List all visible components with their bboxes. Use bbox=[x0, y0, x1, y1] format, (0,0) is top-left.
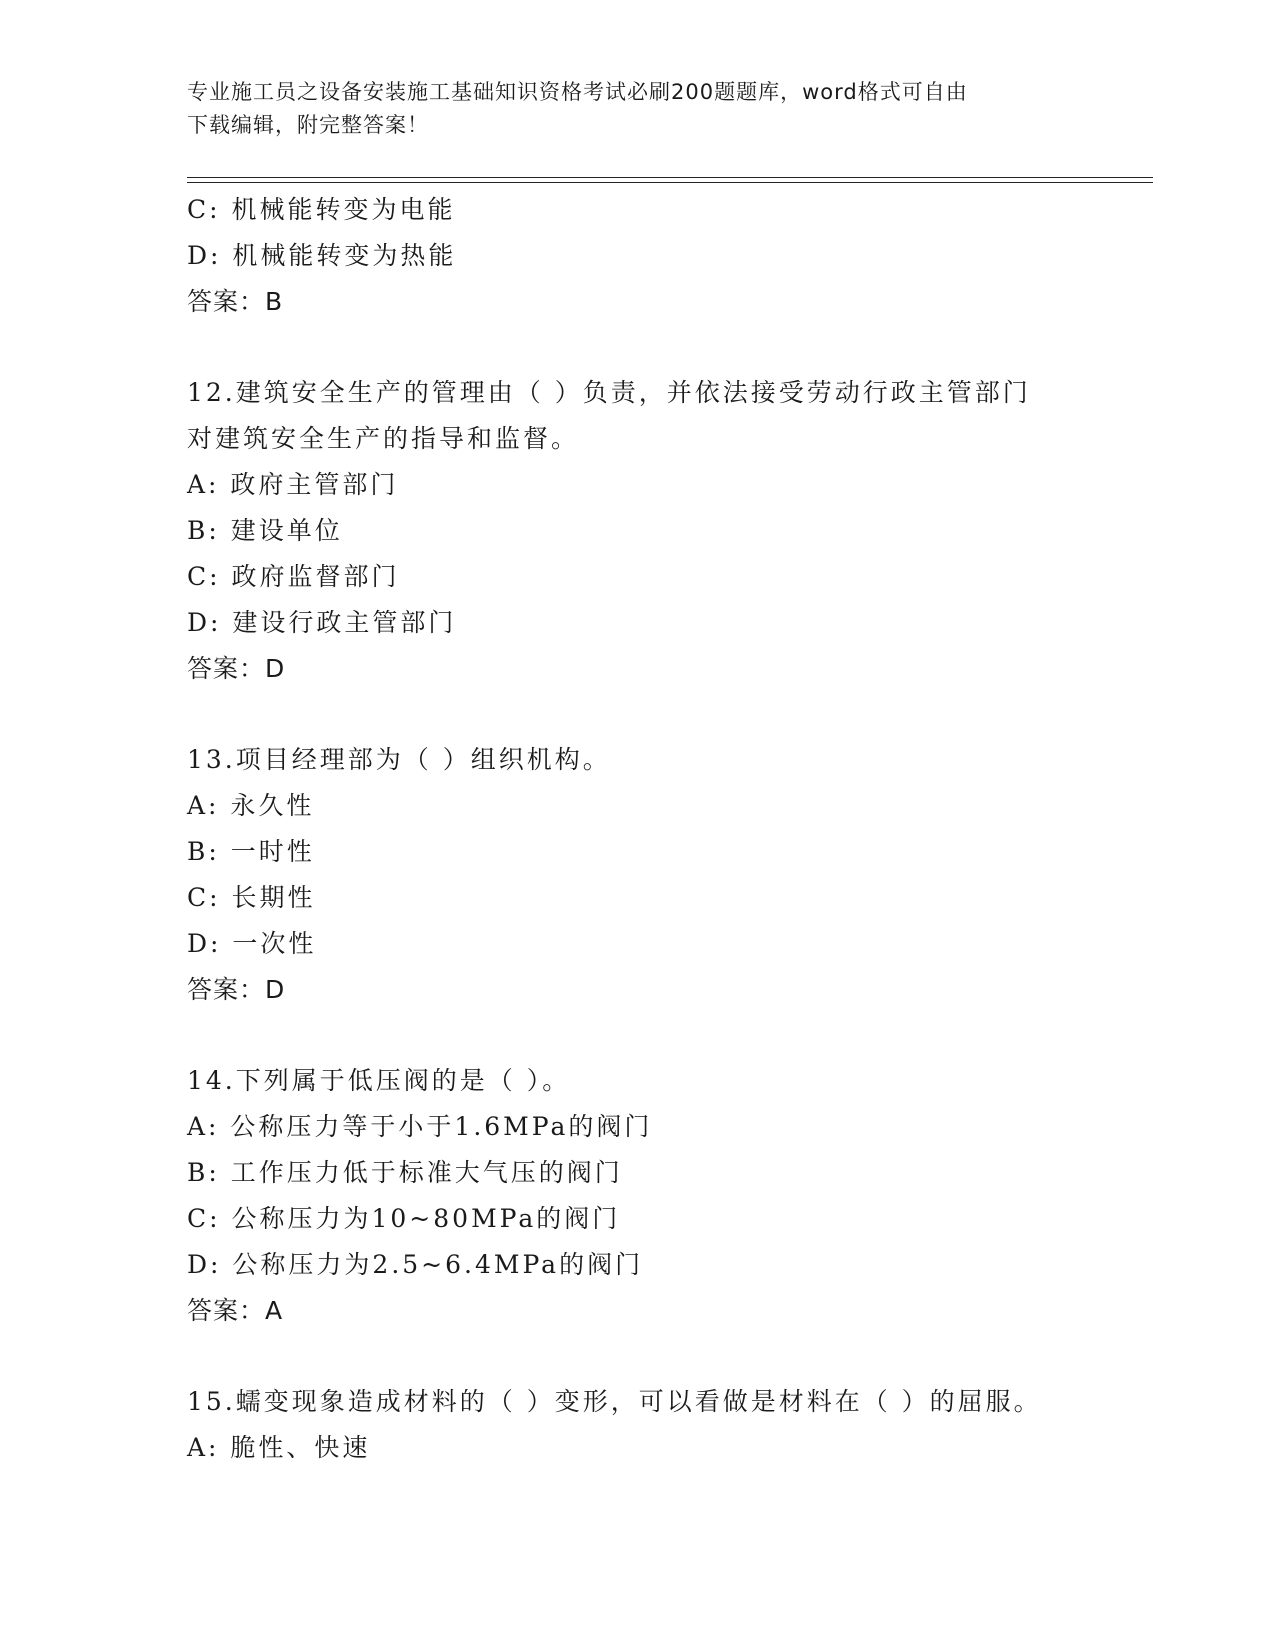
q14-option-a: A: 公称压力等于小于1.6MPa的阀门 bbox=[187, 1112, 653, 1141]
header-divider-bottom bbox=[187, 182, 1153, 183]
q12-stem-line-2: 对建筑安全生产的指导和监督。 bbox=[187, 424, 580, 453]
q12-option-b: B: 建设单位 bbox=[187, 516, 343, 545]
spacer bbox=[187, 1334, 1147, 1379]
q11-option-c: C: 机械能转变为电能 bbox=[187, 195, 456, 224]
q14-option-b: B: 工作压力低于标准大气压的阀门 bbox=[187, 1158, 623, 1187]
question-13 bbox=[187, 737, 1147, 1013]
q15-stem: 15.蠕变现象造成材料的（ ）变形，可以看做是材料在（ ）的屈服。 bbox=[187, 1387, 1042, 1416]
header-divider-top bbox=[187, 177, 1153, 178]
q12-option-a: A: 政府主管部门 bbox=[187, 470, 399, 499]
q14-stem: 14.下列属于低压阀的是（ ）。 bbox=[187, 1066, 571, 1095]
q11-answer: 答案：B bbox=[187, 287, 284, 316]
q12-option-d: D: 建设行政主管部门 bbox=[187, 608, 457, 637]
q13-option-c: C: 长期性 bbox=[187, 883, 316, 912]
spacer bbox=[187, 692, 1147, 737]
q12-stem-line-1: 12.建筑安全生产的管理由（ ）负责，并依法接受劳动行政主管部门 bbox=[187, 378, 1031, 407]
q12-answer: 答案：D bbox=[187, 654, 286, 683]
question-14 bbox=[187, 1058, 1147, 1334]
spacer bbox=[187, 1013, 1147, 1058]
q13-option-b: B: 一时性 bbox=[187, 837, 315, 866]
spacer bbox=[187, 325, 1147, 370]
q13-answer: 答案：D bbox=[187, 975, 286, 1004]
q15-option-a: A: 脆性、快速 bbox=[187, 1433, 371, 1462]
q13-stem: 13.项目经理部为（ ）组织机构。 bbox=[187, 745, 611, 774]
question-15 bbox=[187, 1379, 1147, 1471]
q13-option-d: D: 一次性 bbox=[187, 929, 317, 958]
q14-option-c: C: 公称压力为10~80MPa的阀门 bbox=[187, 1204, 621, 1233]
header-title-line-2: 下载编辑，附完整答案！ bbox=[187, 113, 429, 137]
header-title-line-1: 专业施工员之设备安装施工基础知识资格考试必刷200题题库，word格式可自由 bbox=[187, 80, 968, 104]
document-body bbox=[187, 187, 1147, 1471]
question-11 bbox=[187, 187, 1147, 325]
question-12 bbox=[187, 370, 1147, 692]
q12-option-c: C: 政府监督部门 bbox=[187, 562, 400, 591]
document-header bbox=[187, 76, 1087, 142]
q13-option-a: A: 永久性 bbox=[187, 791, 315, 820]
q14-option-d: D: 公称压力为2.5~6.4MPa的阀门 bbox=[187, 1250, 644, 1279]
q14-answer: 答案：A bbox=[187, 1296, 284, 1325]
q11-option-d: D: 机械能转变为热能 bbox=[187, 241, 457, 270]
